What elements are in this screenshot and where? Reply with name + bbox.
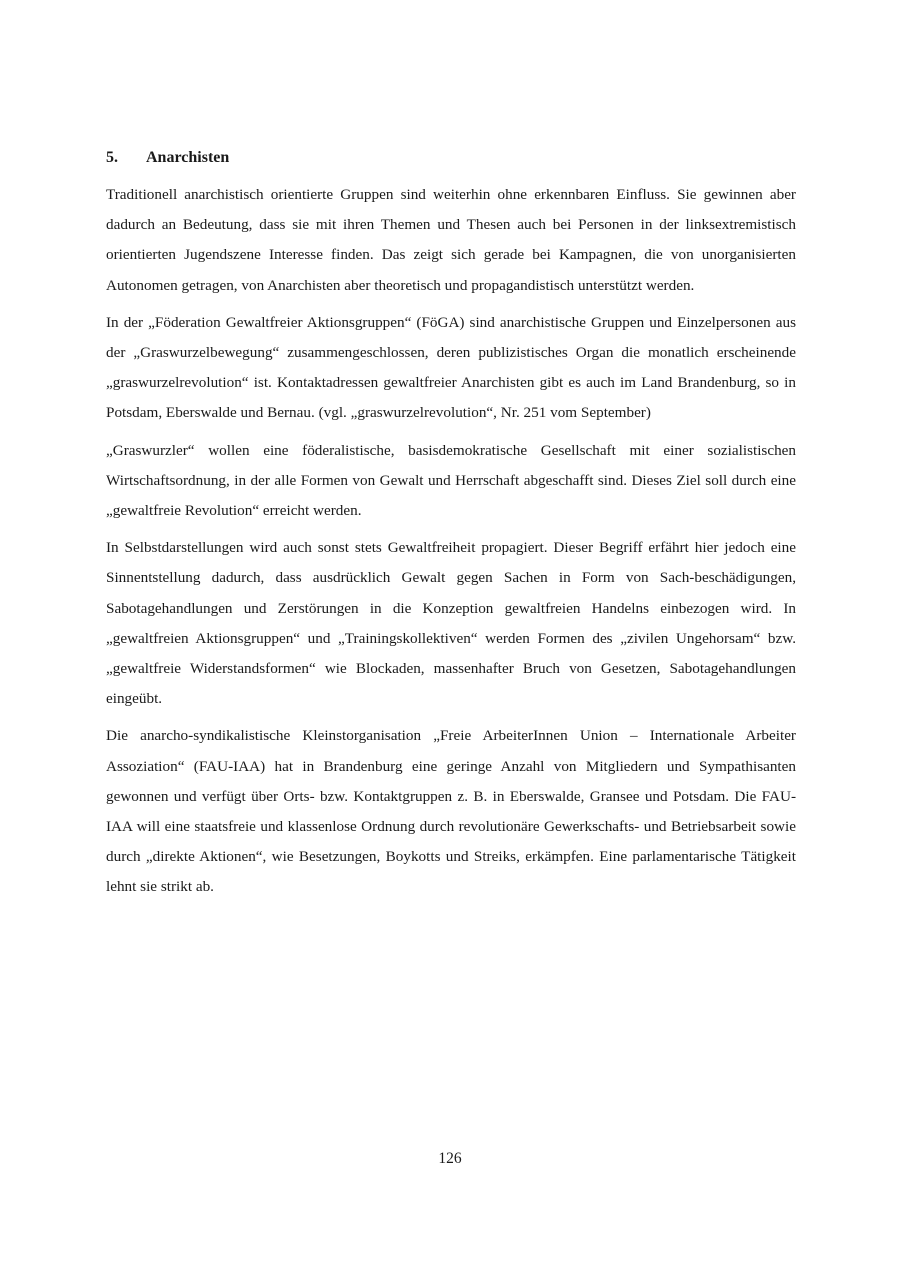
paragraph: Traditionell anarchistisch orientierte Gruppen sind weiterhin ohne erkennbaren Einfluss. Sie gewinnen aber dadurch an Bedeutung, dass sie mit ihren Themen und Thesen auch bei Personen in der linksextremistisch orientierten Jugendszene Interesse finden. Das zeigt sich gerade bei Kampagnen, die von unorganisierten Autonomen getragen, von Anarchisten aber theoretisch und propagandistisch unterstützt werden. <box>106 186 796 294</box>
paragraph: In der „Föderation Gewaltfreier Aktionsgruppen“ (FöGA) sind anarchistische Gruppen und Einzelpersonen aus der „Graswurzelbewegung“ zusammengeschlossen, deren publizistisches Organ die monatlich erscheinende „graswurzelrevolution“ ist. Kontaktadressen gewaltfreier Anarchisten gibt es auch im Land Brandenburg, so in Potsdam, Eberswalde und Bernau. (vgl. „graswurzelrevolution“, Nr. 251 vom September) <box>106 313 796 422</box>
paragraph: In Selbstdarstellungen wird auch sonst stets Gewaltfreiheit propagiert. Dieser Begriff erfährt hier jedoch eine Sinnentstellung dadurch, dass ausdrücklich Gewalt gegen Sachen in Form von Sach-beschädigungen, Sabotagehandlungen und Zerstörungen in die Konzeption gewaltfreien Handelns einbezogen wird. In „gewaltfreien Aktionsgruppen“ und „Trainingskollektiven“ werden Formen des „zivilen Ungehorsam“ bzw. „gewaltfreie Widerstandsformen“ wie Blockaden, massenhafter Bruch von Gesetzen, Sabotagehandlungen eingeübt. <box>106 539 796 708</box>
section-title: Anarchisten <box>146 149 230 166</box>
page-content <box>106 148 796 910</box>
section-number: 5. <box>106 149 118 166</box>
paragraph: Die anarcho-syndikalistische Kleinstorganisation „Freie ArbeiterInnen Union – Internationale Arbeiter Assoziation“ (FAU-IAA) hat in Brandenburg eine geringe Anzahl von Mitgliedern und Sympathisanten gewonnen und verfügt über Orts- bzw. Kontaktgruppen z. B. in Eberswalde, Gransee und Potsdam. Die FAU-IAA will eine staatsfreie und klassenlose Ordnung durch revolutionäre Gewerkschafts- und Betriebsarbeit sowie durch „direkte Aktionen“, wie Besetzungen, Boykotts und Streiks, erkämpfen. Eine parlamentarische Tätigkeit lehnt sie strikt ab. <box>106 727 796 896</box>
section-heading <box>106 148 796 168</box>
paragraph: „Graswurzler“ wollen eine föderalistische, basisdemokratische Gesellschaft mit einer sozialistischen Wirtschaftsordnung, in der alle Formen von Gewalt und Herrschaft abgeschafft sind. Dieses Ziel soll durch eine „gewaltfreie Revolution“ erreicht werden. <box>106 441 796 520</box>
page-number: 126 <box>438 1150 462 1167</box>
